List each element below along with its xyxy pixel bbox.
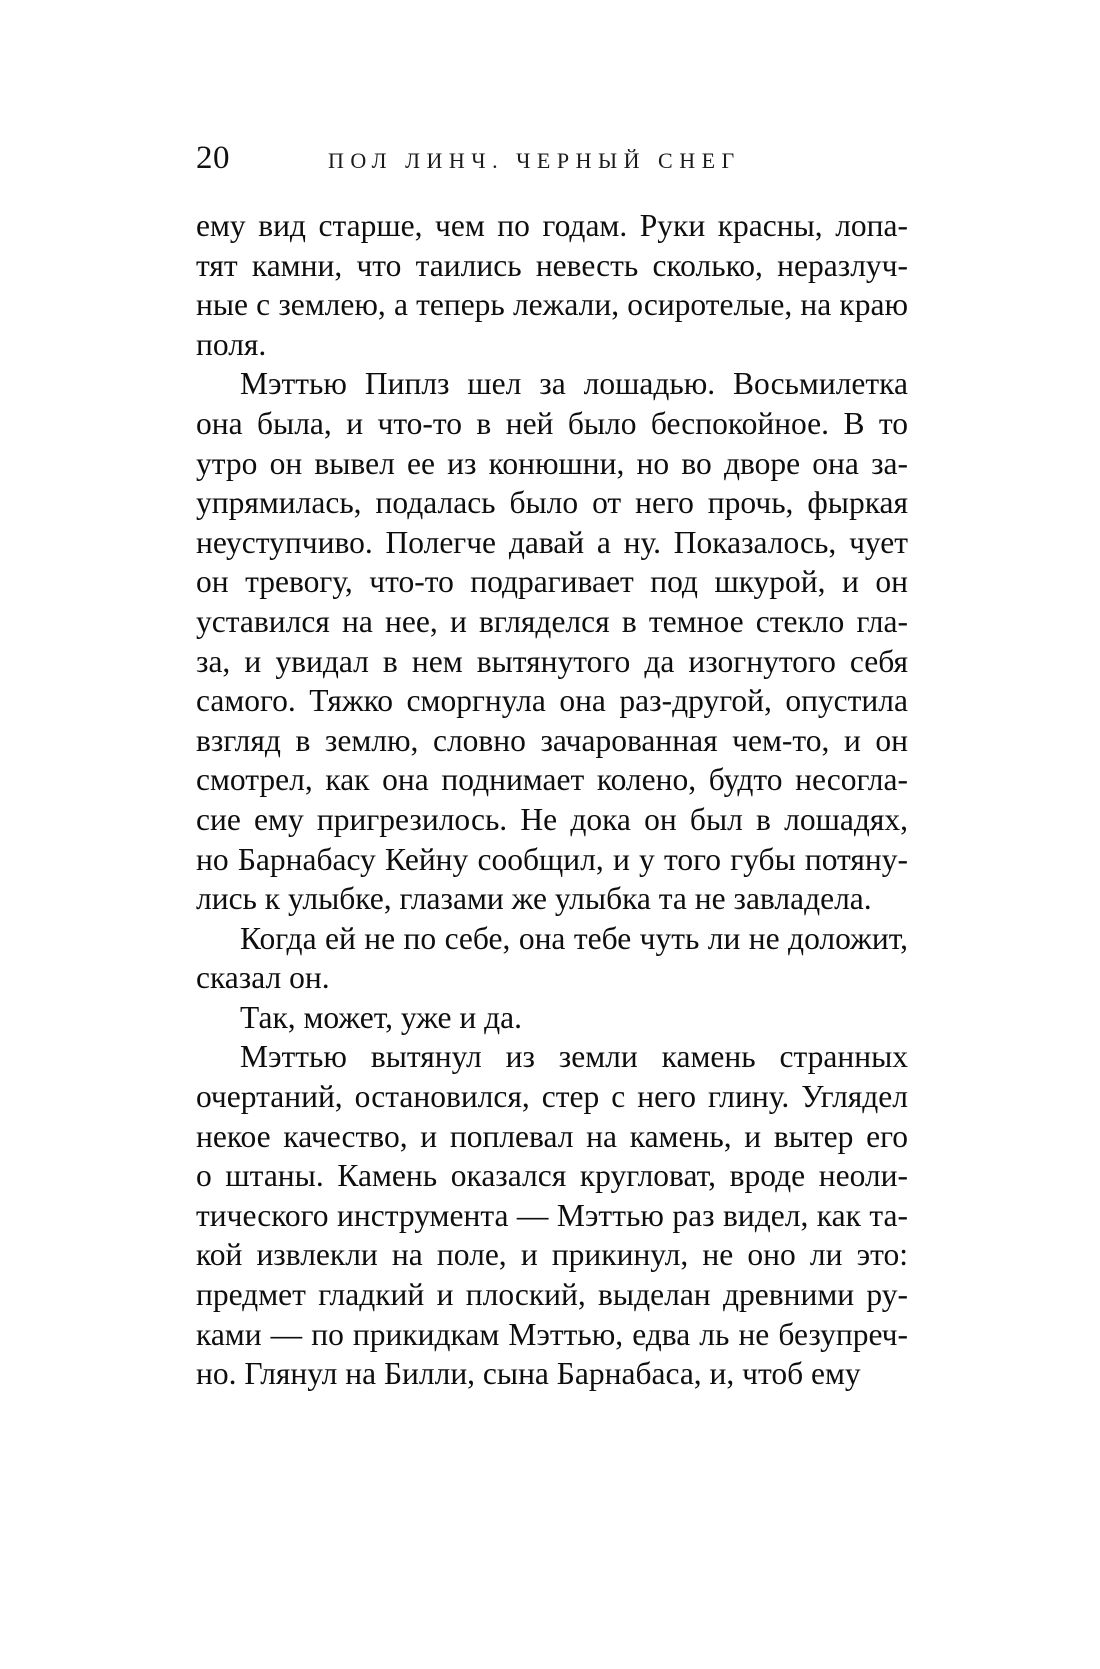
para-dialogue-1	[196, 919, 908, 998]
text-line: очертаний, остановился, стер с него глину. Углядел	[196, 1079, 908, 1115]
text-line: неуступчиво. Полегче давай а ну. Показалось, чует	[196, 524, 908, 560]
text-line: но Барнабасу Кейну сообщил, и у того губы потяну-	[196, 841, 908, 877]
text-line: тического инструмента — Мэттью раз видел, как та-	[196, 1197, 908, 1233]
text-line: за, и увидал в нем вытянутого да изогнутого себя	[196, 643, 908, 679]
text-line: ему вид старше, чем по годам. Руки красны, лопа-	[196, 208, 908, 243]
text-line: она была, и что-то в ней было беспокойное. В то	[196, 405, 908, 441]
running-head	[196, 142, 908, 186]
text-line: лись к улыбке, глазами же улыбка та не завладела.	[196, 881, 872, 917]
text-line: о штаны. Камень оказался кругловат, вроде неоли-	[196, 1158, 908, 1194]
text-line: некое качество, и поплевал на камень, и вытер его	[196, 1118, 908, 1154]
text-line: поля.	[196, 326, 267, 362]
text-line: утро он вывел ее из конюшни, но во дворе она за-	[196, 445, 908, 481]
text-line: Мэттью вытянул из земли камень странных	[240, 1039, 908, 1075]
para-matthew-horse	[196, 364, 908, 918]
para-stone	[196, 1037, 908, 1393]
text-line: ные с землею, а теперь лежали, осиротелые, на краю	[196, 287, 908, 323]
text-line: он тревогу, что-то подрагивает под шкурой, и он	[196, 564, 908, 600]
text-line: Мэттью Пиплз шел за лошадью. Восьмилетка	[240, 366, 908, 402]
text-line: кой извлекли на поле, и прикинул, не оно ли это:	[196, 1237, 908, 1273]
text-line: тят камни, что таились невесть сколько, неразлуч-	[196, 247, 908, 283]
text-line: ками — по прикидкам Мэттью, едва ль не безупреч-	[196, 1316, 908, 1352]
text-line: предмет гладкий и плоский, выделан древними ру-	[196, 1277, 908, 1313]
text-line: Когда ей не по себе, она тебе чуть ли не доложит,	[240, 920, 908, 956]
text-line: Так, может, уже и да.	[240, 999, 523, 1035]
text-line: смотрел, как она поднимает колено, будто несогла-	[196, 762, 908, 798]
text-block	[196, 206, 908, 1394]
text-line: взгляд в землю, словно зачарованная чем-то, и он	[196, 722, 908, 758]
text-line: уставился на нее, и вгляделся в темное стекло гла-	[196, 603, 908, 639]
text-line: упрямилась, подалась было от него прочь, фыркая	[196, 485, 908, 521]
running-title: ПОЛ ЛИНЧ. ЧЕРНЫЙ СНЕГ	[328, 148, 741, 173]
text-line: сие ему пригрезилось. Не дока он был в лошадях,	[196, 801, 908, 837]
text-line: самого. Тяжко сморгнула она раз-другой, опустила	[196, 683, 908, 719]
page-number: 20	[196, 140, 230, 176]
text-line: сказал он.	[196, 960, 330, 996]
para-dialogue-2	[196, 998, 908, 1038]
text-line: но. Глянул на Билли, сына Барнабаса, и, чтоб ему	[196, 1356, 861, 1392]
para-continued	[196, 206, 908, 364]
